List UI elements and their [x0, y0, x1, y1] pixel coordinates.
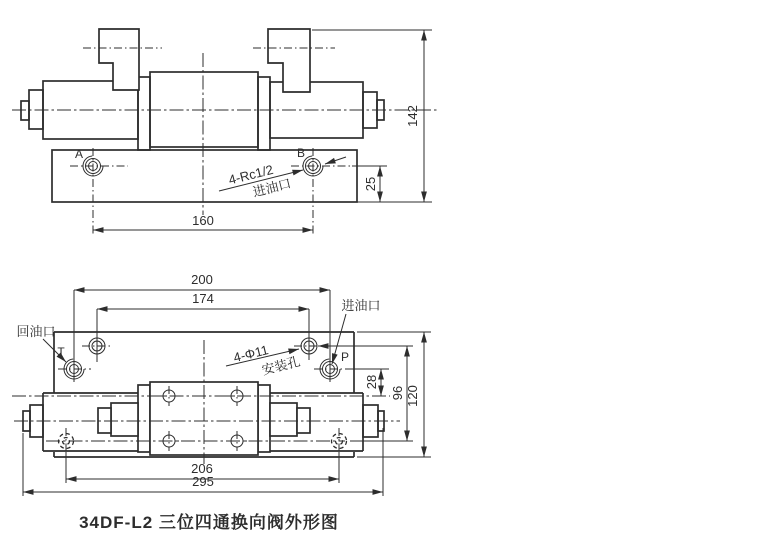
port-label-p: P — [340, 350, 350, 364]
dim-295: 295 — [192, 474, 214, 489]
dim-200: 200 — [191, 272, 213, 287]
drawing-title: 34DF-L2 三位四通换向阀外形图 — [79, 513, 339, 532]
bottom-view — [12, 272, 431, 496]
port-label-a: A — [74, 147, 84, 161]
port-label-b: B — [296, 146, 306, 160]
label-inlet-port: 进油口 — [341, 298, 381, 313]
top-view-dimensions — [93, 30, 432, 230]
label-return-port: 回油口 — [16, 324, 56, 339]
dim-174: 174 — [192, 291, 214, 306]
dim-142: 142 — [405, 105, 420, 127]
dim-206: 206 — [191, 461, 213, 476]
label-mount-hole-name: 安装孔 — [260, 353, 302, 378]
dim-120: 120 — [405, 385, 420, 407]
label-mount-hole-spec: 4-Φ11 — [231, 342, 270, 366]
dim-96: 96 — [390, 385, 405, 401]
port-label-t: T — [57, 345, 65, 359]
top-view — [12, 29, 438, 236]
top-view-centerlines — [12, 48, 438, 236]
dim-160: 160 — [192, 213, 214, 228]
leader-port-spec: 4-Rc1/2 — [227, 161, 275, 188]
dim-28: 28 — [364, 374, 379, 390]
leader-inlet-label-top: 进油口 — [251, 175, 293, 200]
dim-25: 25 — [363, 176, 378, 192]
